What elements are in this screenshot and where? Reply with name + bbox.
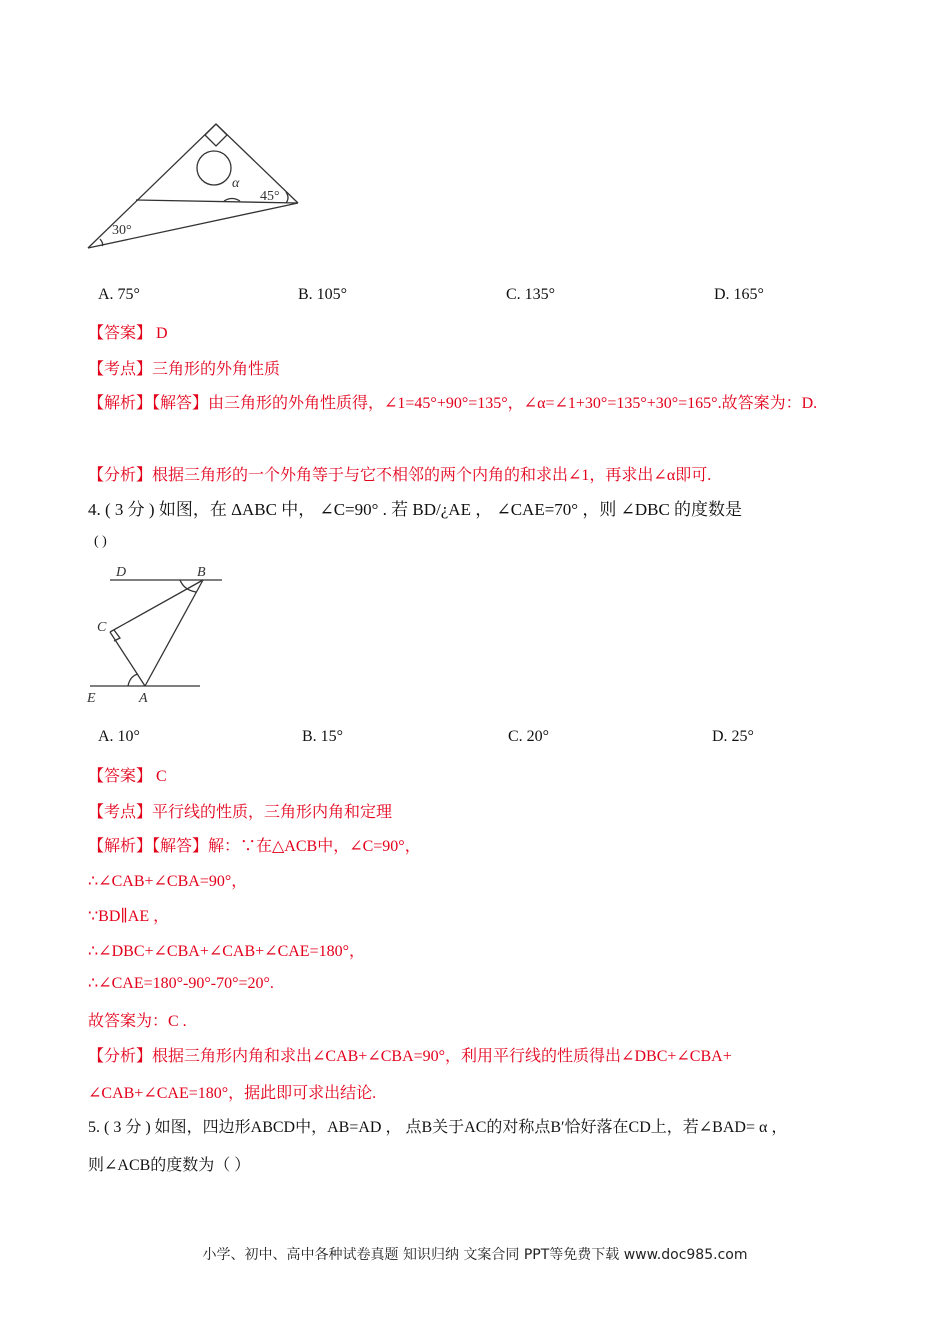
q4-option-b: B. 15° <box>302 728 344 745</box>
q4-jiexi-line: ∴∠CAE=180°-90°-70°=20°. <box>88 975 274 992</box>
q4-option-d: D. 25° <box>712 728 754 745</box>
q3-kaodian: 【考点】三角形的外角性质 <box>88 361 281 378</box>
label-e: E <box>87 691 96 706</box>
q3-option-c: C. 135° <box>506 286 556 303</box>
alpha-label: α <box>232 176 240 191</box>
q3-option-b: B. 105° <box>298 286 348 303</box>
q4-stem: 4. ( 3 分 ) 如图，在 ΔABC 中， ∠C=90° . 若 BD/¿AE ， ∠CAE=70° ，则 ∠DBC 的度数是 <box>88 500 743 519</box>
q4-jiexi-line: 【解析】【解答】解：∵在△ACB中，∠C=90°， <box>88 838 421 855</box>
q5-stem: 5. ( 3 分 ) 如图，四边形ABCD中，AB=AD ， 点B关于AC的对称点B′恰好落在CD上，若∠BAD= α ， <box>88 1119 788 1136</box>
label-a: A <box>139 691 148 706</box>
q4-jiexi-line: ∵BD∥AE ， <box>88 908 170 925</box>
q4-paren: ( ) <box>94 534 107 549</box>
q3-jiexi: 【解析】【解答】由三角形的外角性质得，∠1=45°+90°=135°，∠α=∠1+30°=135°+30°=165°.故答案为：D. <box>88 395 818 412</box>
page-footer: 小学、初中、高中各种试卷真题 知识归纳 文案合同 PPT等免费下载 www.doc985.com <box>202 1247 748 1263</box>
q3-answer: 【答案】 D <box>88 325 168 342</box>
q4-answer: 【答案】 C <box>88 768 167 785</box>
q5-stem-2: 则∠ACB的度数为（ ） <box>88 1157 251 1174</box>
q4-option-a: A. 10° <box>98 728 140 745</box>
q4-jiexi-line: 故答案为：C . <box>88 1013 187 1030</box>
angle-30-label: 30° <box>112 223 132 238</box>
q3-option-d: D. 165° <box>714 286 764 303</box>
label-b: B <box>197 565 206 580</box>
q3-fenxi: 【分析】根据三角形的一个外角等于与它不相邻的两个内角的和求出∠1，再求出∠α即可. <box>88 467 712 484</box>
q3-option-a: A. 75° <box>98 286 140 303</box>
q4-jiexi-line: ∴∠CAB+∠CBA=90°， <box>88 873 248 890</box>
q4-fenxi-line: ∠CAB+∠CAE=180°，据此即可求出结论. <box>88 1085 377 1102</box>
q4-kaodian: 【考点】平行线的性质，三角形内角和定理 <box>88 804 393 821</box>
label-c: C <box>97 620 107 635</box>
angle-45-label: 45° <box>260 189 280 204</box>
q4-option-c: C. 20° <box>508 728 550 745</box>
label-d: D <box>116 565 127 580</box>
q4-fenxi-line: 【分析】根据三角形内角和求出∠CAB+∠CBA=90°，利用平行线的性质得出∠DBC+∠CBA+ <box>88 1048 732 1065</box>
q4-jiexi-line: ∴∠DBC+∠CBA+∠CAB+∠CAE=180°， <box>88 943 365 960</box>
